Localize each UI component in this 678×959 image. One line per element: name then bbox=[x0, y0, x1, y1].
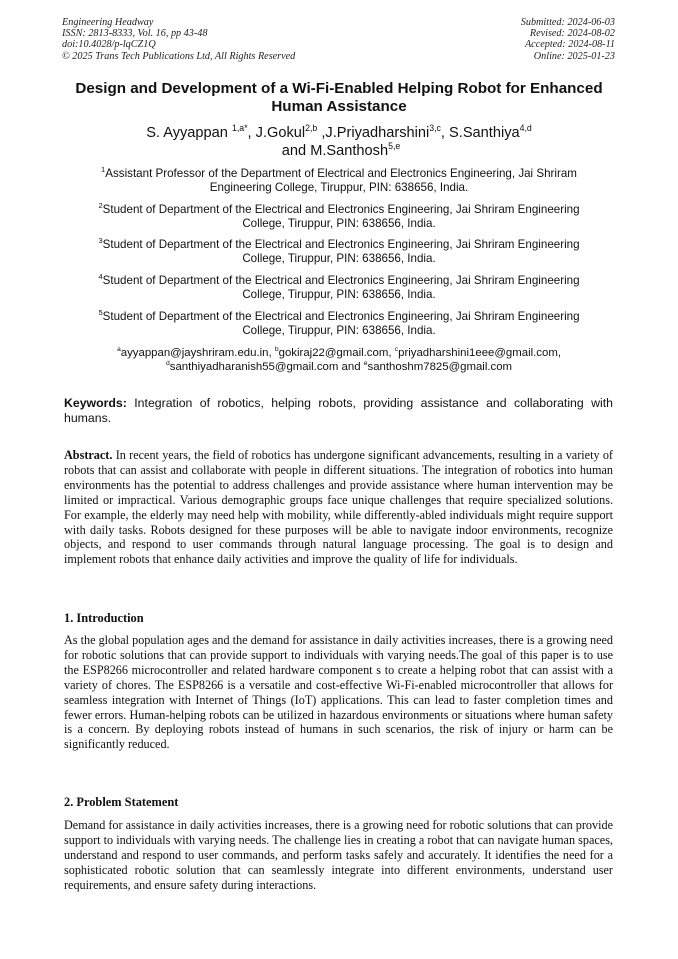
journal-header-right bbox=[521, 17, 615, 62]
email-superscript: e bbox=[363, 360, 368, 368]
email-separator: , bbox=[268, 347, 275, 359]
affiliation-number: 5 bbox=[98, 308, 103, 318]
journal-name: Engineering Headway bbox=[62, 17, 154, 28]
author-superscript: 5,e bbox=[388, 141, 401, 152]
affiliation-text: Student of Department of the Electrical and Electronics Engineering, Jai Shriram Engineering College, Tiruppur, PIN: 638656, India. bbox=[102, 274, 580, 302]
email-link[interactable]: santhiyadharanish55@gmail.com bbox=[169, 361, 339, 374]
abstract-paragraph bbox=[64, 448, 613, 567]
keywords-label: Keywords: bbox=[64, 396, 127, 410]
online-date: Online: 2025-01-23 bbox=[533, 50, 615, 62]
accepted-date: Accepted: 2024-08-11 bbox=[524, 39, 615, 51]
affiliation-text: Student of Department of the Electrical and Electronics Engineering, Jai Shriram Engineering College, Tiruppur, PIN: 638656, India. bbox=[102, 310, 580, 338]
author-name: J.Priyadharshini bbox=[325, 125, 430, 141]
author-name: S. Ayyappan bbox=[146, 125, 232, 141]
email-separator: , bbox=[388, 347, 395, 359]
copyright-line: © 2025 Trans Tech Publications Ltd, All Rights Reserved bbox=[62, 50, 296, 62]
author-name: M.Santhosh bbox=[310, 143, 389, 159]
revised-date: Revised: 2024-08-02 bbox=[529, 28, 615, 40]
problem-statement-paragraph: Demand for assistance in daily activities increases, there is a growing need for robotic solutions that can provide support to individuals with varying needs. The challenge lies in creating a robot that can navigate human spaces, understand and respond to user commands, and perform tasks safely and accurately. It identifies the need for a sophisticated robotic solution that can seamlessly integrate into different environments, understand user requirements, and ensure safety during interactions. bbox=[64, 818, 613, 892]
author-superscript: 1,a* bbox=[231, 123, 248, 134]
affiliation-5 bbox=[76, 310, 602, 339]
author-separator: , bbox=[317, 125, 326, 141]
email-superscript: b bbox=[274, 346, 279, 354]
author-separator: , bbox=[440, 125, 450, 141]
abstract-label: Abstract. bbox=[64, 448, 113, 462]
author-name: J.Gokul bbox=[255, 125, 306, 141]
affiliation-4 bbox=[76, 274, 602, 303]
introduction-paragraph: As the global population ages and the demand for assistance in daily activities increases, there is a growing need for robotic solutions that can provide support to individuals with varying needs.The goal of this paper is to use the ESP8266 microcontroller and related hardware component s to create a helping robot that can assist with a variety of chores. The ESP8266 is a versatile and cost-effective Wi-Fi-enabled microcontroller that allows for seamless integration with Internet of Things (IoT) applications. This can lead to faster completion times and fewer errors. Human-helping robots can be utilized in hazardous environments or situations where human safety is a concern. By deploying robots instead of humans in such scenarios, the risk of injury or harm can be significantly reduced. bbox=[64, 633, 613, 752]
keywords-paragraph bbox=[64, 396, 617, 426]
affiliation-number: 2 bbox=[98, 201, 103, 211]
affiliation-text: Assistant Professor of the Department of Electrical and Electronics Engineering, Jai Shriram Engineering College, Tiruppur, PIN: 638656, India. bbox=[105, 167, 577, 195]
affiliation-text: Student of Department of the Electrical and Electronics Engineering, Jai Shriram Engineering College, Tiruppur, PIN: 638656, India. bbox=[102, 203, 580, 231]
submitted-date: Submitted: 2024-06-03 bbox=[520, 17, 615, 28]
issn-line: ISSN: 2813-8333, Vol. 16, pp 43-48 bbox=[62, 28, 208, 40]
email-separator: and bbox=[338, 361, 364, 374]
author-separator: and bbox=[277, 143, 311, 159]
affiliation-1 bbox=[76, 167, 602, 196]
author-list bbox=[70, 124, 608, 160]
email-superscript: c bbox=[394, 346, 399, 354]
email-superscript: d bbox=[165, 360, 170, 368]
affiliation-number: 1 bbox=[101, 165, 106, 175]
email-link[interactable]: ayyappan@jayshriram.edu.in bbox=[120, 347, 269, 359]
author-superscript: 4,d bbox=[519, 123, 532, 134]
email-link[interactable]: priyadharshini1eee@gmail.com bbox=[398, 347, 558, 359]
author-separator: , bbox=[247, 125, 256, 141]
affiliation-3 bbox=[76, 238, 602, 267]
abstract-text: In recent years, the field of robotics has undergone significant advancements, resulting in a variety of robots that can assist and collaborate with people in different situations. The integration of robotics into human environments has the potential to address challenges and provide assistance where human intervention may be limited or impractical. Various demographic groups face unique challenges that require specialized solutions. For example, the elderly may need help with mobility, while differently-abled individuals might require support with daily tasks. Robots designed for these purposes will be able to navigate indoor environments, recognize objects, and respond to user commands through natural language processing. The goal is to design and implement robots that enhance daily activities and improve the quality of life for individuals. bbox=[64, 448, 613, 567]
doi-line[interactable]: doi:10.4028/p-lqCZ1Q bbox=[62, 39, 156, 51]
keywords-text: Integration of robotics, helping robots, providing assistance and collaborating with humans. bbox=[64, 396, 617, 425]
affiliation-2 bbox=[76, 203, 602, 232]
paper-title: Design and Development of a Wi-Fi-Enabled Helping Robot for Enhanced Human Assistance bbox=[75, 80, 603, 115]
author-name: S.Santhiya bbox=[449, 125, 520, 141]
email-separator: , bbox=[557, 347, 562, 359]
author-superscript: 2,b bbox=[305, 123, 318, 134]
journal-header-left bbox=[62, 17, 295, 62]
email-link[interactable]: santhoshm7825@gmail.com bbox=[367, 361, 513, 374]
author-emails bbox=[70, 346, 608, 375]
section-heading-introduction: 1. Introduction bbox=[64, 611, 144, 625]
author-superscript: 3,c bbox=[429, 123, 441, 134]
affiliation-number: 4 bbox=[98, 272, 103, 282]
affiliation-text: Student of Department of the Electrical and Electronics Engineering, Jai Shriram Engineering College, Tiruppur, PIN: 638656, India. bbox=[102, 238, 580, 266]
affiliation-number: 3 bbox=[98, 236, 103, 246]
email-link[interactable]: gokiraj22@gmail.com bbox=[278, 347, 389, 359]
section-heading-problem-statement: 2. Problem Statement bbox=[64, 795, 179, 809]
email-superscript: a bbox=[116, 346, 121, 354]
